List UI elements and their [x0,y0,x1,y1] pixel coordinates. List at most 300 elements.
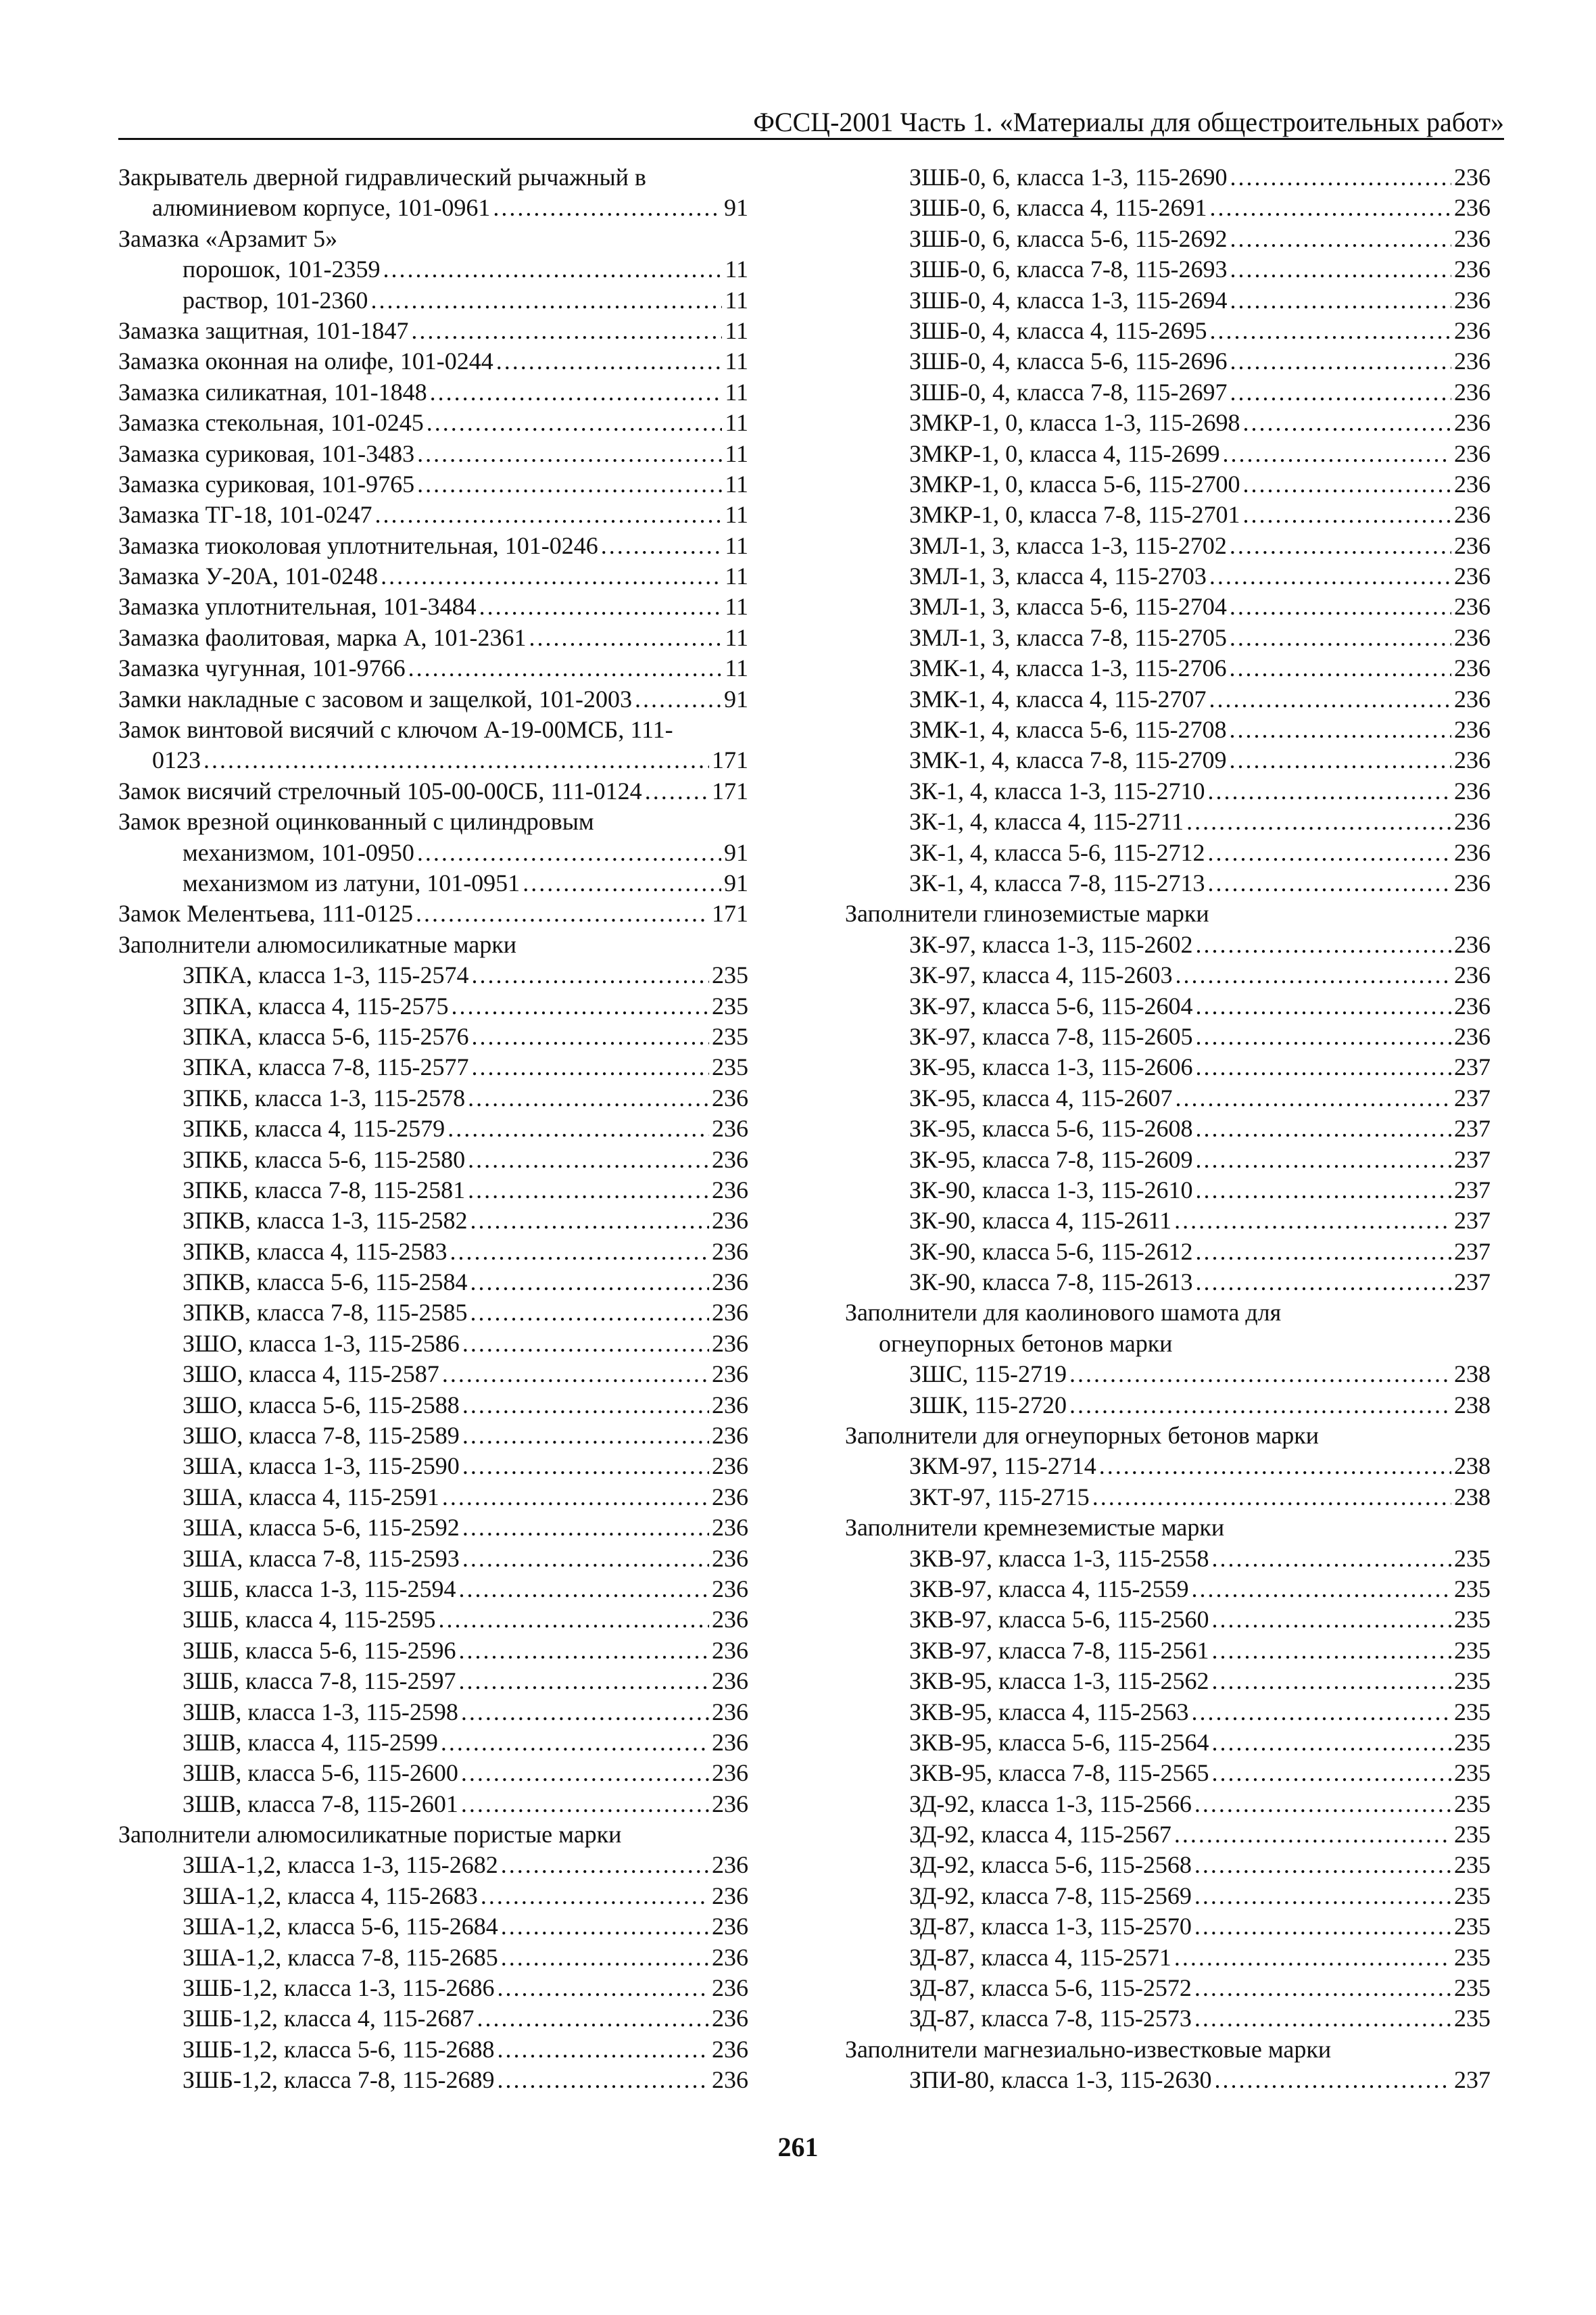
index-entry [845,868,1491,899]
entry-text: Замазка защитная, 101-1847 [118,316,409,344]
entry-page-number: 236 [712,1759,748,1787]
entry-text: ЗК-90, класса 5-6, 115-2612 [909,1237,1193,1265]
entry-text: ЗКВ-97, класса 4, 115-2559 [909,1575,1189,1602]
index-entry [845,346,1491,377]
dot-leader [1207,776,1451,807]
index-entry [118,960,748,991]
entry-text: ЗПКВ, класса 4, 115-2583 [183,1237,448,1265]
entry-text: ЗШБ, класса 7-8, 115-2597 [183,1667,456,1695]
dot-leader [1192,1574,1451,1604]
index-entry [845,1911,1491,1942]
index-entry [845,254,1491,285]
entry-page-number: 237 [1454,2066,1491,2094]
index-entry [845,1237,1491,1267]
entry-text: ЗПИ-80, класса 1-3, 115-2630 [909,2066,1212,2094]
dot-leader [1069,1359,1451,1389]
entry-text: ЗМКР-1, 0, класса 1-3, 115-2698 [909,409,1240,437]
entry-text: 0123 [152,746,201,774]
index-entry [845,1114,1491,1144]
entry-page-number: 11 [725,348,748,375]
dot-leader [1230,285,1451,316]
dot-leader [1195,1145,1451,1175]
dot-leader [1243,500,1451,530]
entry-text: ЗША-1,2, класса 4, 115-2683 [183,1882,478,1909]
dot-leader [450,1237,709,1267]
dot-leader [442,1359,709,1389]
entry-page-number: 236 [1454,777,1491,805]
entry-text: ЗКВ-95, класса 7-8, 115-2565 [909,1759,1209,1787]
index-entry [845,715,1491,745]
entry-text: ЗШБ-0, 6, класса 4, 115-2691 [909,194,1207,222]
entry-text: ЗША, класса 7-8, 115-2593 [183,1544,460,1572]
dot-leader [493,193,721,223]
entry-page-number: 236 [712,1268,748,1296]
index-heading: Замок врезной оцинкованный с цилиндровым [118,808,594,836]
dot-leader [381,561,722,592]
dot-leader [448,1114,709,1144]
index-heading: Замок винтовой висячий с ключом А-19-00МСБ, 111- [118,716,673,744]
entry-text: Замазка силикатная, 101-1848 [118,378,427,406]
dot-leader [1186,807,1451,837]
entry-page-number: 236 [712,1575,748,1602]
dot-leader [1212,1544,1452,1574]
index-entry [845,930,1491,960]
index-entry [845,469,1491,500]
entry-text: алюминиевом корпусе, 101-0961 [152,194,491,222]
entry-page-number: 237 [1454,1268,1491,1296]
index-entry [118,2065,748,2095]
dot-leader [1212,1758,1452,1788]
dot-leader [645,776,709,807]
index-entry [845,807,1491,837]
dot-leader [458,1574,709,1604]
entry-text: ЗД-92, класса 1-3, 115-2566 [909,1790,1192,1817]
dot-leader [1243,469,1451,500]
entry-page-number: 236 [712,1943,748,1971]
entry-text: ЗПКА, класса 7-8, 115-2577 [183,1053,469,1081]
dot-leader [1230,254,1451,285]
dot-leader [1195,1052,1451,1082]
index-entry [845,653,1491,684]
entry-text: ЗД-87, класса 5-6, 115-2572 [909,1974,1192,2002]
index-entry [118,1022,748,1052]
dot-leader [1176,1083,1452,1114]
entry-page-number: 236 [1454,838,1491,866]
entry-page-number: 236 [712,1974,748,2002]
index-entry [118,1574,748,1604]
entry-text: порошок, 101-2359 [183,256,381,283]
entry-text: ЗК-95, класса 5-6, 115-2608 [909,1115,1193,1143]
entry-text: ЗК-1, 4, класса 5-6, 115-2712 [909,838,1205,866]
dot-leader [462,1512,709,1543]
entry-text: ЗШВ, класса 5-6, 115-2600 [183,1759,458,1787]
entry-text: ЗШБ, класса 4, 115-2595 [183,1606,436,1633]
entry-text: ЗШО, класса 1-3, 115-2586 [183,1329,460,1357]
entry-text: ЗМК-1, 4, класса 4, 115-2707 [909,685,1207,713]
dot-leader [462,1390,709,1421]
dot-leader [1230,592,1451,622]
entry-page-number: 235 [712,1053,748,1081]
entry-text: ЗШБ, класса 5-6, 115-2596 [183,1636,456,1664]
entry-text: Замазка тиоколовая уплотнительная, 101-0246 [118,531,598,559]
index-entry [118,1145,748,1175]
dot-leader [496,346,723,377]
index-entry [118,1881,748,1911]
entry-page-number: 11 [725,501,748,529]
entry-page-number: 236 [1454,316,1491,344]
entry-text: ЗШБ-0, 4, класса 1-3, 115-2694 [909,286,1228,314]
dot-leader [1207,838,1451,868]
entry-page-number: 235 [1454,1575,1491,1602]
entry-page-number: 238 [1454,1483,1491,1510]
entry-page-number: 235 [1454,1974,1491,2002]
entry-text: ЗКВ-95, класса 1-3, 115-2562 [909,1667,1209,1695]
index-entry [845,1697,1491,1727]
dot-leader [481,1881,709,1911]
dot-leader [1194,1911,1451,1942]
dot-leader [1212,1666,1452,1696]
index-entry [118,1697,748,1727]
entry-page-number: 235 [1454,1882,1491,1909]
entry-text: ЗМК-1, 4, класса 7-8, 115-2709 [909,746,1227,774]
index-entry [118,1789,748,1819]
dot-leader [468,1145,709,1175]
index-entry [845,1083,1491,1114]
entry-page-number: 236 [1454,286,1491,314]
index-entry [118,1727,748,1758]
entry-page-number: 235 [712,992,748,1020]
index-heading: Закрыватель дверной гидравлический рычажный в [118,164,646,191]
entry-text: ЗКВ-95, класса 5-6, 115-2564 [909,1728,1209,1756]
index-column-right [845,162,1491,2096]
dot-leader [1176,960,1452,991]
index-entry [845,377,1491,408]
dot-leader [470,1206,709,1236]
index-entry [845,531,1491,561]
entry-text: ЗШБ-0, 6, класса 5-6, 115-2692 [909,224,1228,252]
index-entry [118,1942,748,1973]
dot-leader [462,1544,709,1574]
entry-text: Замазка ТГ-18, 101-0247 [118,501,372,529]
entry-text: механизмом, 101-0950 [183,838,414,866]
index-entry [845,684,1491,715]
dot-leader [1209,193,1451,223]
entry-page-number: 236 [712,1514,748,1542]
index-entry [118,1421,748,1451]
index-entry [845,1727,1491,1758]
index-entry [845,193,1491,223]
dot-leader [427,408,723,438]
entry-text: ЗМКР-1, 0, класса 5-6, 115-2700 [909,470,1240,498]
entry-text: ЗКТ-97, 115-2715 [909,1483,1090,1510]
entry-text: раствор, 101-2360 [183,286,368,314]
entry-page-number: 236 [1454,501,1491,529]
index-entry [845,1819,1491,1850]
index-entry [118,592,748,622]
index-entry [845,561,1491,592]
dot-leader [461,1789,709,1819]
entry-text: ЗШВ, класса 7-8, 115-2601 [183,1790,458,1817]
entry-page-number: 236 [712,1882,748,1909]
entry-text: ЗД-87, класса 7-8, 115-2573 [909,2005,1192,2032]
entry-page-number: 236 [1454,439,1491,467]
entry-page-number: 237 [1454,1084,1491,1112]
dot-leader [1230,162,1451,193]
entry-page-number: 235 [1454,1728,1491,1756]
entry-page-number: 11 [725,593,748,621]
dot-leader [430,377,723,408]
index-entry [845,960,1491,991]
entry-text: ЗМЛ-1, 3, класса 5-6, 115-2704 [909,593,1227,621]
entry-page-number: 91 [724,869,748,897]
index-entry [118,1512,748,1543]
index-entry [118,561,748,592]
index-entry [118,1083,748,1114]
entry-text: ЗШБ-1,2, класса 5-6, 115-2688 [183,2035,495,2063]
entry-text: ЗШБ-0, 6, класса 1-3, 115-2690 [909,164,1228,191]
entry-page-number: 236 [712,1636,748,1664]
entry-page-number: 11 [725,256,748,283]
index-entry [845,1789,1491,1819]
entry-text: Замки накладные с засовом и защелкой, 101-2003 [118,685,633,713]
index-entry [118,1114,748,1144]
index-entry [118,899,748,929]
index-entry [118,1237,748,1267]
entry-text: Замок Мелентьева, 111-0125 [118,900,413,928]
entry-text: Замазка чугунная, 101-9766 [118,654,406,682]
entry-text: ЗШО, класса 4, 115-2587 [183,1360,439,1388]
entry-text: ЗПКА, класса 1-3, 115-2574 [183,961,469,989]
entry-page-number: 236 [712,1851,748,1879]
entry-page-number: 235 [1454,2005,1491,2032]
index-entry [845,439,1491,469]
dot-leader [523,868,721,899]
entry-text: ЗКВ-95, класса 4, 115-2563 [909,1698,1189,1725]
index-entry [845,1544,1491,1574]
entry-text: ЗК-90, класса 1-3, 115-2610 [909,1176,1193,1203]
dot-leader [1174,1206,1451,1236]
index-entry [845,1850,1491,1880]
index-entry [845,162,1491,193]
entry-page-number: 236 [1454,961,1491,989]
dot-leader [472,960,710,991]
index-entry [845,2003,1491,2034]
dot-leader [497,1973,709,2003]
index-entry [118,838,748,868]
dot-leader [1195,930,1451,960]
dot-leader [472,1052,710,1082]
index-entry [118,684,748,715]
entry-page-number: 235 [1454,1606,1491,1633]
entry-page-number: 235 [1454,1759,1491,1787]
index-entry [118,2003,748,2034]
entry-page-number: 11 [725,316,748,344]
index-heading: Заполнители для огнеупорных бетонов марки [845,1422,1320,1450]
entry-page-number: 236 [1454,623,1491,651]
dot-leader [461,1758,709,1788]
entry-text: ЗША-1,2, класса 1-3, 115-2682 [183,1851,498,1879]
dot-leader [1209,684,1451,715]
dot-leader [470,1297,709,1328]
dot-leader [1195,1237,1451,1267]
entry-page-number: 235 [1454,1790,1491,1817]
index-entry [118,776,748,807]
entry-page-number: 171 [712,900,748,928]
entry-page-number: 237 [1454,1237,1491,1265]
entry-page-number: 237 [1454,1053,1491,1081]
entry-page-number: 236 [712,1422,748,1450]
entry-page-number: 237 [1454,1176,1491,1203]
entry-text: механизмом из латуни, 101-0951 [183,869,521,897]
entry-text: ЗША, класса 1-3, 115-2590 [183,1452,460,1480]
entry-text: ЗМКР-1, 0, класса 4, 115-2699 [909,439,1220,467]
index-entry [118,1636,748,1666]
entry-text: ЗКМ-97, 115-2714 [909,1452,1096,1480]
index-heading: Заполнители магнезиально-известковые марки [845,2035,1332,2063]
entry-text: ЗШБ-0, 4, класса 4, 115-2695 [909,316,1207,344]
index-heading: Заполнители алюмосиликатные пористые марки [118,1821,622,1848]
index-entry [845,592,1491,622]
index-entry [845,991,1491,1022]
dot-leader [1230,623,1451,653]
page-number: 261 [777,2132,819,2162]
entry-text: ЗШС, 115-2719 [909,1360,1067,1388]
entry-text: ЗШБ-0, 4, класса 7-8, 115-2697 [909,378,1228,406]
index-entry [118,408,748,438]
running-header: ФССЦ-2001 Часть 1. «Материалы для общестроительных работ» [118,107,1504,140]
dot-leader [1195,1175,1451,1206]
dot-leader [1195,1267,1451,1297]
entry-text: ЗША-1,2, класса 7-8, 115-2685 [183,1943,498,1971]
entry-page-number: 236 [1454,654,1491,682]
dot-leader [462,1421,709,1451]
entry-page-number: 236 [712,1913,748,1940]
index-entry [845,1206,1491,1236]
index-entry [118,1758,748,1788]
index-entry [118,623,748,653]
entry-page-number: 236 [1454,194,1491,222]
dot-leader [411,316,722,346]
entry-text: ЗКВ-97, класса 1-3, 115-2558 [909,1544,1209,1572]
entry-text: ЗПКА, класса 4, 115-2575 [183,992,449,1020]
dot-leader [1195,991,1451,1022]
entry-text: ЗШВ, класса 1-3, 115-2598 [183,1698,458,1725]
dot-leader [438,1604,709,1635]
dot-leader [1195,1114,1451,1144]
entry-page-number: 236 [1454,348,1491,375]
entry-page-number: 236 [1454,869,1491,897]
entry-text: ЗПКВ, класса 7-8, 115-2585 [183,1299,468,1327]
dot-leader [1174,1942,1451,1973]
entry-page-number: 236 [1454,746,1491,774]
dot-leader [472,1022,710,1052]
entry-page-number: 236 [712,1176,748,1203]
dot-leader [1230,531,1451,561]
entry-page-number: 236 [712,1483,748,1510]
index-entry [845,2065,1491,2095]
entry-text: ЗШБ-0, 6, класса 7-8, 115-2693 [909,256,1228,283]
entry-page-number: 236 [1454,409,1491,437]
entry-page-number: 236 [712,1790,748,1817]
index-entry [118,1544,748,1574]
index-entry [118,1329,748,1359]
entry-page-number: 238 [1454,1452,1491,1480]
entry-text: ЗМЛ-1, 3, класса 4, 115-2703 [909,563,1207,590]
index-entry [845,1390,1491,1421]
dot-leader [1195,1022,1451,1052]
entry-page-number: 236 [712,1084,748,1112]
entry-text: ЗК-1, 4, класса 7-8, 115-2713 [909,869,1205,897]
dot-leader [452,991,709,1022]
entry-text: ЗШБ, класса 1-3, 115-2594 [183,1575,456,1602]
dot-leader [462,1329,709,1359]
dot-leader [1230,224,1451,254]
entry-text: ЗПКБ, класса 5-6, 115-2580 [183,1145,466,1173]
entry-text: ЗК-95, класса 7-8, 115-2609 [909,1145,1193,1173]
index-heading: Заполнители глиноземистые марки [845,900,1209,928]
dot-leader [1214,2065,1451,2095]
entry-page-number: 236 [712,1606,748,1633]
entry-text: ЗШБ-1,2, класса 1-3, 115-2686 [183,1974,495,2002]
entry-page-number: 237 [1454,1207,1491,1235]
dot-leader [417,469,722,500]
index-entry [118,1666,748,1696]
entry-page-number: 236 [1454,716,1491,744]
index-entry [845,1145,1491,1175]
entry-page-number: 236 [1454,224,1491,252]
index-entry [118,745,748,775]
entry-page-number: 236 [712,1329,748,1357]
index-entry [118,1297,748,1328]
index-entry [845,1022,1491,1052]
entry-page-number: 91 [724,685,748,713]
entry-text: Замазка фаолитовая, марка А, 101-2361 [118,623,527,651]
index-heading: огнеупорных бетонов марки [879,1329,1173,1357]
entry-page-number: 236 [1454,378,1491,406]
entry-text: Замок висячий стрелочный 105-00-00СБ, 111-0124 [118,777,642,805]
entry-text: ЗД-92, класса 4, 115-2567 [909,1821,1171,1848]
index-entry [845,1052,1491,1082]
entry-page-number: 236 [1454,531,1491,559]
index-entry [845,838,1491,868]
dot-leader [1194,1973,1451,2003]
entry-page-number: 236 [712,1299,748,1327]
entry-text: ЗК-1, 4, класса 4, 115-2711 [909,808,1184,836]
index-entry [118,868,748,899]
dot-leader [1212,1604,1452,1635]
entry-page-number: 236 [1454,593,1491,621]
entry-text: ЗШК, 115-2720 [909,1391,1067,1418]
entry-page-number: 235 [1454,1821,1491,1848]
dot-leader [370,285,722,316]
entry-text: ЗК-90, класса 7-8, 115-2613 [909,1268,1193,1296]
dot-leader [1207,868,1451,899]
entry-text: Замазка У-20А, 101-0248 [118,563,379,590]
entry-page-number: 238 [1454,1360,1491,1388]
entry-text: ЗК-95, класса 1-3, 115-2606 [909,1053,1193,1081]
entry-page-number: 236 [712,2035,748,2063]
entry-text: ЗД-87, класса 4, 115-2571 [909,1943,1171,1971]
dot-leader [203,745,709,775]
index-entry [845,1666,1491,1696]
entry-text: ЗК-95, класса 4, 115-2607 [909,1084,1173,1112]
dot-leader [477,2003,709,2034]
entry-text: Замазка суриковая, 101-9765 [118,470,415,498]
index-entry [845,623,1491,653]
dot-leader [1223,439,1451,469]
entry-text: ЗПКВ, класса 1-3, 115-2582 [183,1207,468,1235]
index-entry [845,776,1491,807]
